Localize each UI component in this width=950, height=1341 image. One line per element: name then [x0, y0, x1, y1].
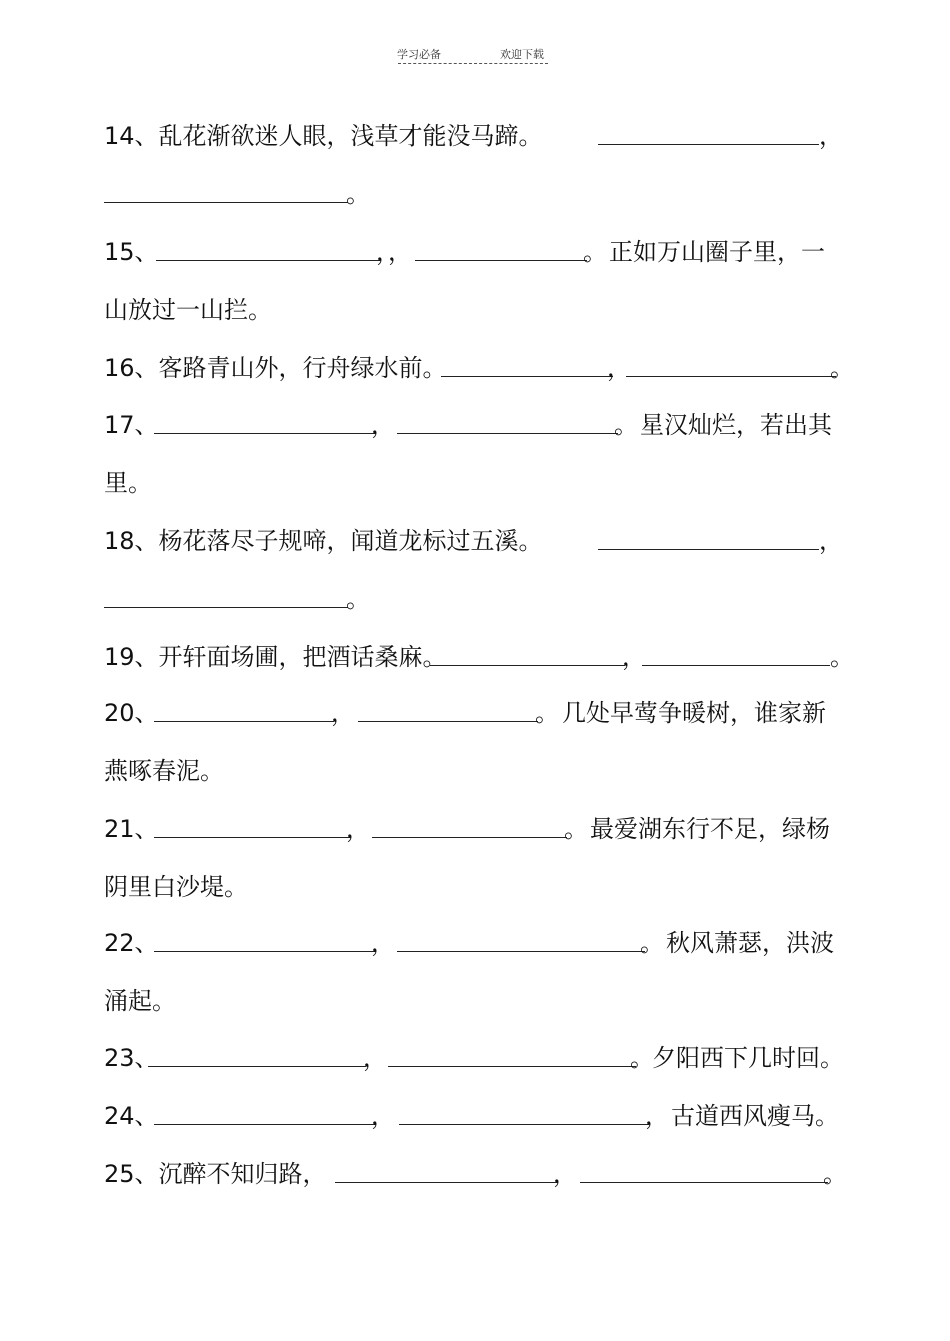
punct-23-comma: ， [363, 1044, 387, 1072]
blank-17a[interactable] [154, 433, 376, 434]
punct-15-comma: ，， [376, 238, 412, 266]
question-20-continuation: 燕啄春泥。 [104, 757, 224, 785]
question-15-text: 正如万山圈子里，一 [609, 238, 825, 266]
punct-24-end: ， [645, 1102, 669, 1130]
punct-14-end: 。 [346, 180, 370, 208]
punct-19-comma: ， [622, 643, 646, 671]
punct-25-comma: ， [553, 1160, 577, 1188]
header-right-text: 欢迎下载 [500, 48, 544, 61]
question-17-continuation: 里。 [104, 469, 152, 497]
question-15-continuation: 山放过一山拦。 [104, 296, 272, 324]
blank-14b[interactable] [104, 202, 348, 203]
header-left-text: 学习必备 [397, 48, 441, 61]
question-21-continuation: 阴里白沙堤。 [104, 873, 248, 901]
question-23-text: 夕阳西下几时回。 [652, 1044, 844, 1072]
question-23-number: 23、 [104, 1044, 159, 1072]
question-17-text: 星汉灿烂，若出其 [640, 411, 832, 439]
blank-25b[interactable] [580, 1182, 828, 1183]
punct-25-end: 。 [823, 1160, 847, 1188]
blank-15a[interactable] [156, 260, 380, 261]
blank-16a[interactable] [441, 376, 613, 377]
punct-16-end: 。 [830, 354, 854, 382]
punct-23-end: 。 [630, 1044, 654, 1072]
blank-21a[interactable] [154, 837, 350, 838]
blank-22b[interactable] [397, 951, 645, 952]
punct-22-comma: ， [371, 929, 395, 957]
question-20-text: 几处早莺争暖树，谁家新 [562, 699, 826, 727]
question-22-number: 22、 [104, 929, 159, 957]
question-14-text: 14、乱花渐欲迷人眼，浅草才能没马蹄。 [104, 122, 543, 150]
question-22-continuation: 涌起。 [104, 987, 176, 1015]
blank-20b[interactable] [358, 721, 538, 722]
question-22-text: 秋风萧瑟，洪波 [666, 929, 834, 957]
blank-20a[interactable] [154, 721, 334, 722]
punct-15-end: 。 [583, 238, 607, 266]
question-17-number: 17、 [104, 411, 159, 439]
page-header [0, 44, 950, 68]
punct-17-end: 。 [614, 411, 638, 439]
punct-21-end: 。 [564, 815, 588, 843]
punct-18-end: 。 [346, 585, 370, 613]
question-24-number: 24、 [104, 1102, 159, 1130]
blank-24b[interactable] [399, 1124, 649, 1125]
question-19-text: 19、开轩面场圃，把酒话桑麻。 [104, 643, 447, 671]
punct-14-comma: ， [819, 122, 843, 150]
punct-20-comma: ， [331, 699, 355, 727]
question-25-text: 25、沉醉不知归路， [104, 1160, 327, 1188]
header-divider [398, 63, 548, 64]
question-21-text: 最爱湖东行不足，绿杨 [590, 815, 830, 843]
punct-21-comma: ， [346, 815, 370, 843]
punct-24-comma: ， [371, 1102, 395, 1130]
blank-16b[interactable] [626, 376, 836, 377]
blank-23a[interactable] [148, 1066, 366, 1067]
punct-19-end: 。 [830, 643, 854, 671]
blank-25a[interactable] [335, 1182, 557, 1183]
blank-23b[interactable] [388, 1066, 636, 1067]
question-21-number: 21、 [104, 815, 159, 843]
question-20-number: 20、 [104, 699, 159, 727]
blank-19b[interactable] [642, 665, 830, 666]
punct-16-comma: ， [607, 354, 631, 382]
question-16-text: 16、客路青山外，行舟绿水前。 [104, 354, 447, 382]
blank-18a[interactable] [598, 549, 819, 550]
punct-17-comma: ， [371, 411, 395, 439]
blank-18b[interactable] [104, 607, 348, 608]
blank-21b[interactable] [372, 837, 567, 838]
blank-24a[interactable] [154, 1124, 376, 1125]
question-15-number: 15、 [104, 238, 159, 266]
punct-18-comma: ， [819, 527, 843, 555]
blank-19a[interactable] [430, 665, 625, 666]
blank-17b[interactable] [397, 433, 618, 434]
question-24-text: 古道西风瘦马。 [671, 1102, 839, 1130]
blank-14a[interactable] [598, 144, 819, 145]
blank-22a[interactable] [154, 951, 376, 952]
punct-20-end: 。 [535, 699, 559, 727]
blank-15b[interactable] [415, 260, 587, 261]
question-18-text: 18、杨花落尽子规啼，闻道龙标过五溪。 [104, 527, 543, 555]
punct-22-end: 。 [640, 929, 664, 957]
